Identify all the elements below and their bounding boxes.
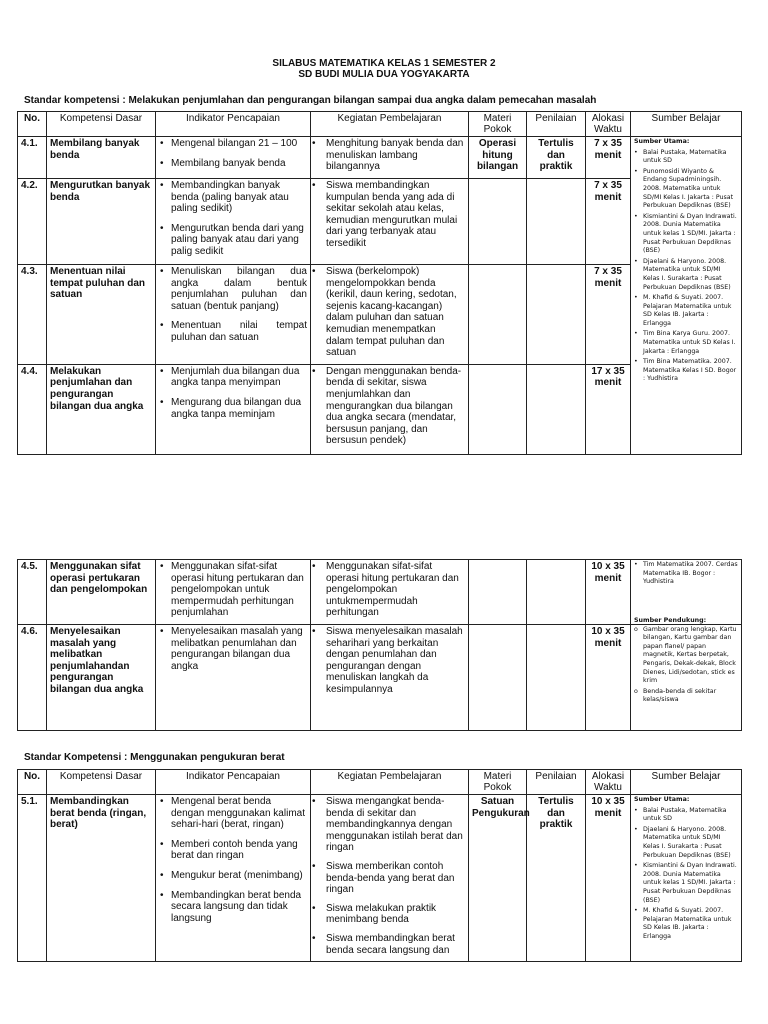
- row-activity: [311, 364, 469, 454]
- row-alokasi: 7 x 35 menit: [586, 265, 631, 365]
- activity-item: • Siswa melakukan praktik menimbang benda: [314, 903, 465, 926]
- activity-item: • Dengan menggunakan benda-benda di sekitar, siswa menjumlahkan dan mengurangkan dua bilangan dua angka secara (mendatar, bersusun panjang, dan bersusun pendek): [314, 366, 465, 447]
- row-kd: Menentuan nilai tempat puluhan dan satuan: [47, 265, 156, 365]
- standard-competency-1: Standar kompetensi : Melakukan penjumlahan dan pengurangan bilangan sampai dua angka dalam pemecahan masalah: [24, 95, 597, 106]
- row-alokasi: 17 x 35 menit: [586, 364, 631, 454]
- activity-item: • Siswa (berkelompok) mengelompokkan benda (kerikil, daun kering, sedotan, sejenis kacang-kacangan) dalam puluhan dan satuan kemudian menempatkan dalam tempat puluhan dan satuan: [314, 266, 465, 359]
- header-sumber: Sumber Belajar: [631, 112, 742, 137]
- row-no: 4.3.: [18, 265, 47, 365]
- indicator-item: • Menggunakan sifat-sifat operasi hitung pertukaran dan pengelompokan untuk mempermudah perhitungan penjumlahan: [159, 561, 307, 619]
- row-activity: [311, 795, 469, 962]
- sumber-belajar-cell: [631, 795, 742, 962]
- row-no: 4.2.: [18, 179, 47, 265]
- reference-item: • Djaelani & Haryono. 2008. Matematika untuk SD/MI Kelas I. Surakarta : Pusat Perbukuan Depdiknas (BSE): [634, 258, 738, 292]
- indicator-item: • Menjumlah dua bilangan dua angka tanpa menyimpan: [159, 366, 307, 389]
- indicator-item: • Mengenal bilangan 21 – 100: [159, 138, 307, 150]
- reference-item: • Kismiantini & Dyan Indrawati. 2008. Dunia Matematika untuk kelas 1 SD/MI. Jakarta : Pusat Perbukuan Depdiknas (BSE): [634, 213, 738, 256]
- reference-item: • Kismiantini & Dyan Indrawati. 2008. Dunia Matematika untuk kelas 1 SD/MI. Jakarta : Pusat Perbukuan Depdiknas (BSE): [634, 862, 738, 905]
- reference-item: • Tim Bina Matematika. 2007. Matematika Kelas I SD. Bogor : Yudhistira: [634, 358, 738, 384]
- indicator-item: • Mengukur berat (menimbang): [159, 870, 307, 882]
- reference-item: • Tim Bina Karya Guru. 2007. Matematika untuk SD Kelas I. Jakarta : Erlangga: [634, 330, 738, 356]
- row-no: 4.5.: [18, 560, 47, 625]
- row-nilai: [527, 179, 586, 265]
- row-indicators: [156, 179, 311, 265]
- row-materi: Satuan Pengukuran: [469, 795, 527, 962]
- activity-item: • Siswa membandingkan kumpulan benda yang ada di sekitar sekolah atau kelas, kemudian mengurutkan mulai dari yang terbanyak atau tersedikit: [314, 180, 465, 250]
- row-no: 4.4.: [18, 364, 47, 454]
- reference-item: • Tim Matematika 2007. Cerdas Matematika IB. Bogor : Yudhistira: [634, 561, 738, 587]
- row-materi: [469, 624, 527, 730]
- row-nilai: Tertulis dan praktik: [527, 795, 586, 962]
- row-alokasi: 10 x 35 menit: [586, 560, 631, 625]
- indicator-item: • Mengurang dua bilangan dua angka tanpa meminjam: [159, 397, 307, 420]
- reference-item: • M. Khafid & Suyati. 2007. Pelajaran Matematika untuk SD Kelas IB. Jakarta : Erlangga: [634, 294, 738, 328]
- indicator-item: • Menuliskan bilangan dua angka dalam bentuk penjumlahan puluhan dan satuan (bentuk panjang): [159, 266, 307, 312]
- syllabus-table-2: [17, 559, 742, 731]
- header-nilai: Penilaian: [527, 770, 586, 795]
- row-kd: Mengurutkan banyak benda: [47, 179, 156, 265]
- activity-item: • Menghitung banyak benda dan menuliskan lambang bilangannya: [314, 138, 465, 173]
- row-no: 4.1.: [18, 137, 47, 179]
- activity-item: • Siswa mengangkat benda-benda di sekitar dan membandingkannya dengan menggunakan istilah berat dan ringan: [314, 796, 465, 854]
- row-kd: Melakukan penjumlahan dan pengurangan bilangan dua angka: [47, 364, 156, 454]
- row-kd: Membilang banyak benda: [47, 137, 156, 179]
- pendukung-head: Sumber Pendukung:: [634, 616, 707, 624]
- header-no: No.: [18, 770, 47, 795]
- reference-item: • Balai Pustaka, Matematika untuk SD: [634, 807, 738, 824]
- row-materi: Operasi hitung bilangan: [469, 137, 527, 179]
- sumber-pendukung-cell: [631, 616, 742, 730]
- row-no: 4.6.: [18, 624, 47, 730]
- row-indicators: [156, 560, 311, 625]
- support-item: o Benda-benda di sekitar kelas/siswa: [634, 688, 738, 705]
- activity-item: • Siswa menyelesaikan masalah seharihari yang berkaitan dengan penumlahan dan pengurangan dengan menuliskan langkah da kesimpulannya: [314, 626, 465, 696]
- row-alokasi: 7 x 35 menit: [586, 137, 631, 179]
- reference-item: • M. Khafid & Suyati. 2007. Pelajaran Matematika untuk SD Kelas IB. Jakarta : Erlangga: [634, 907, 738, 941]
- row-indicators: [156, 265, 311, 365]
- row-nilai: Tertulis dan praktik: [527, 137, 586, 179]
- row-kd: Membandingkan berat benda (ringan, berat): [47, 795, 156, 962]
- indicator-item: • Memberi contoh benda yang berat dan ringan: [159, 839, 307, 862]
- row-materi: [469, 560, 527, 625]
- sumber-belajar-cell: [631, 137, 742, 455]
- header-materi: Materi Pokok: [469, 770, 527, 795]
- reference-item: • Djaelani & Haryono. 2008. Matematika untuk SD/MI Kelas I. Surakarta : Pusat Perbukuan Depdiknas (BSE): [634, 826, 738, 860]
- row-activity: [311, 179, 469, 265]
- syllabus-table-3: [17, 769, 742, 962]
- indicator-item: • Membandingkan banyak benda (paling banyak atau paling sedikit): [159, 180, 307, 215]
- header-keg: Kegiatan Pembelajaran: [311, 770, 469, 795]
- row-alokasi: 7 x 35 menit: [586, 179, 631, 265]
- row-indicators: [156, 795, 311, 962]
- row-activity: [311, 560, 469, 625]
- row-alokasi: 10 x 35 menit: [586, 624, 631, 730]
- header-sumber: Sumber Belajar: [631, 770, 742, 795]
- table-row: [18, 137, 742, 179]
- header-nilai: Penilaian: [527, 112, 586, 137]
- indicator-item: • Membilang banyak benda: [159, 158, 307, 170]
- row-alokasi: 10 x 35 menit: [586, 795, 631, 962]
- header-alokasi: Alokasi Waktu: [586, 112, 631, 137]
- header-ind: Indikator Pencapaian: [156, 112, 311, 137]
- indicator-item: • Menentuan nilai tempat puluhan dan satuan: [159, 320, 307, 343]
- reference-item: • Punomosidi Wiyanto & Endang Supadminingsih. 2008. Matematika untuk SD/MI Kelas I. Jakarta : Pusat Perbukuan Depdiknas (BSE): [634, 168, 738, 211]
- table-header-row: [18, 112, 742, 137]
- row-no: 5.1.: [18, 795, 47, 962]
- header-alokasi: Alokasi Waktu: [586, 770, 631, 795]
- indicator-item: • Mengenal berat benda dengan menggunakan kalimat sehari-hari (berat, ringan): [159, 796, 307, 831]
- header-keg: Kegiatan Pembelajaran: [311, 112, 469, 137]
- standard-competency-2: Standar Kompetensi : Menggunakan pengukuran berat: [24, 752, 285, 763]
- indicator-item: • Mengurutkan benda dari yang paling banyak atau dari yang palig sedikit: [159, 223, 307, 258]
- row-kd: Menggunakan sifat operasi pertukaran dan pengelompokan: [47, 560, 156, 625]
- row-indicators: [156, 137, 311, 179]
- row-nilai: [527, 624, 586, 730]
- indicator-item: • Menyelesaikan masalah yang melibatkan penumlahan dan pengurangan bilangan dua angka: [159, 626, 307, 672]
- row-activity: [311, 137, 469, 179]
- row-nilai: [527, 364, 586, 454]
- page-title: SILABUS MATEMATIKA KELAS 1 SEMESTER 2: [272, 58, 496, 69]
- table-row: [18, 795, 742, 962]
- sumber-head: Sumber Utama:: [634, 796, 690, 803]
- table-row: [18, 560, 742, 625]
- row-indicators: [156, 364, 311, 454]
- sumber-head: Sumber Utama:: [634, 138, 690, 145]
- sumber-belajar-cell: [631, 560, 742, 625]
- table-row: [18, 624, 742, 730]
- row-nilai: [527, 265, 586, 365]
- page-subtitle: SD BUDI MULIA DUA YOGYAKARTA: [298, 69, 470, 80]
- row-activity: [311, 265, 469, 365]
- indicator-item: • Membandingkan berat benda secara langsung dan tidak langsung: [159, 890, 307, 925]
- row-materi: [469, 364, 527, 454]
- row-kd: Menyelesaikan masalah yang melibatkan penjumlahandan pengurangan bilangan dua angka: [47, 624, 156, 730]
- row-nilai: [527, 560, 586, 625]
- table-header-row: [18, 770, 742, 795]
- row-indicators: [156, 624, 311, 730]
- reference-item: • Balai Pustaka, Matematika untuk SD: [634, 149, 738, 166]
- activity-item: • Siswa membandingkan berat benda secara langsung dan: [314, 933, 465, 956]
- header-kd: Kompetensi Dasar: [47, 112, 156, 137]
- activity-item: • Menggunakan sifat-sifat operasi hitung pertukaran dan pengelompokan untukmempermudah perhitungan: [314, 561, 465, 619]
- row-materi: [469, 265, 527, 365]
- activity-item: • Siswa memberikan contoh benda-benda yang berat dan ringan: [314, 861, 465, 896]
- header-no: No.: [18, 112, 47, 137]
- header-materi: Materi Pokok: [469, 112, 527, 137]
- support-item: o Gambar orang lengkap, Kartu bilangan, Kartu gambar dan papan flanel/ papan magnetik, Kertas berpetak, Pengaris, Dekak-dekak, Block Dienes, Lidi/sedotan, stick es krim: [634, 626, 738, 686]
- syllabus-table-1: [17, 111, 742, 455]
- header-ind: Indikator Pencapaian: [156, 770, 311, 795]
- row-materi: [469, 179, 527, 265]
- header-kd: Kompetensi Dasar: [47, 770, 156, 795]
- row-activity: [311, 624, 469, 730]
